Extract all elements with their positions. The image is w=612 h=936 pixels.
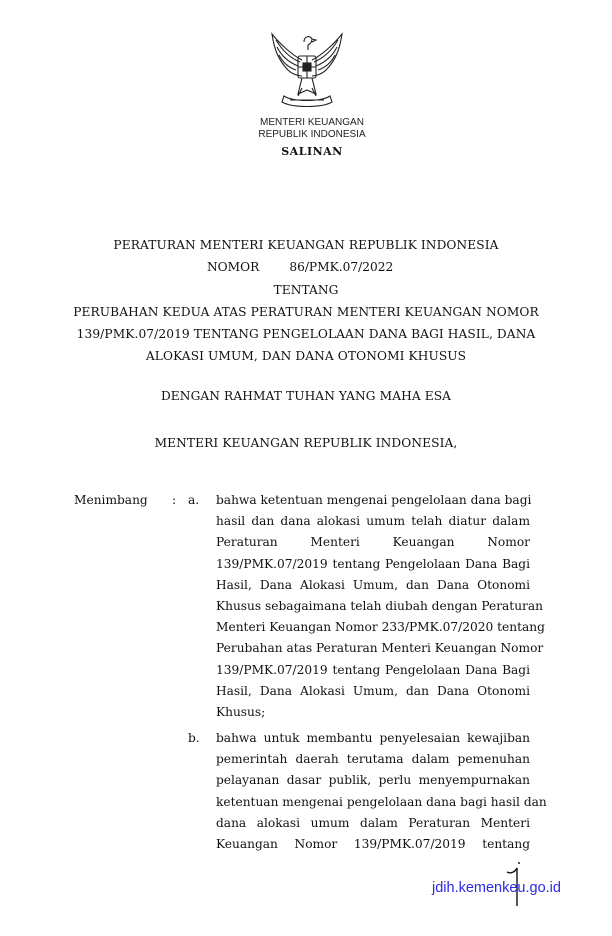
copy-stamp: SALINAN — [281, 145, 343, 158]
garuda-emblem-icon — [262, 30, 352, 115]
text-line: ketentuan mengenai pengelolaan dana bagi hasil dan — [216, 794, 547, 809]
text-line: hasil dan dana alokasi umum telah diatur dalam — [216, 514, 530, 529]
regulation-title: PERATURAN MENTERI KEUANGAN REPUBLIK INDONESIA — [113, 238, 499, 252]
text-line: Khusus sebagaimana telah diubah dengan Peraturan — [216, 598, 543, 613]
nomor-value: 86/PMK.07/2022 — [289, 260, 394, 274]
text-line: Menteri Keuangan Nomor 233/PMK.07/2020 tentang — [216, 620, 545, 635]
watermark-link[interactable]: jdih.kemenkeu.go.id — [432, 880, 561, 896]
text-line: Khusus; — [216, 704, 266, 719]
text-line: pelayanan dasar publik, perlu menyempurnakan — [216, 773, 530, 788]
country-name: REPUBLIK INDONESIA — [258, 129, 366, 140]
section-label-menimbang: Menimbang — [74, 493, 148, 507]
item-a-paragraph — [216, 490, 545, 723]
text-line: Hasil, Dana Alokasi Umum, dan Dana Otonomi — [216, 577, 530, 592]
subject-line-2: 139/PMK.07/2019 TENTANG PENGELOLAAN DANA BAGI HASIL, DANA — [76, 327, 536, 341]
tentang-heading: TENTANG — [273, 283, 339, 297]
text-line: bahwa ketentuan mengenai pengelolaan dana bagi — [216, 493, 532, 507]
nomor-label: NOMOR — [207, 260, 260, 274]
text-line: 139/PMK.07/2019 tentang Pengelolaan Dana Bagi — [216, 662, 530, 677]
subject-line-1: PERUBAHAN KEDUA ATAS PERATURAN MENTERI KEUANGAN NOMOR — [73, 305, 539, 319]
item-letter-b: b. — [188, 731, 200, 745]
text-line: bahwa untuk membantu penyelesaian kewajiban — [216, 731, 530, 745]
text-line: Perubahan atas Peraturan Menteri Keuangan Nomor — [216, 641, 544, 656]
invocation: DENGAN RAHMAT TUHAN YANG MAHA ESA — [160, 389, 452, 403]
item-b-paragraph — [216, 728, 547, 855]
text-line: dana alokasi umum dalam Peraturan Menteri — [216, 815, 530, 830]
item-letter-a: a. — [188, 493, 200, 507]
text-line: pemerintah daerah terutama dalam pemenuhan — [216, 752, 530, 767]
text-line: Keuangan Nomor 139/PMK.07/2019 tentang — [216, 836, 530, 851]
text-line: 139/PMK.07/2019 tentang Pengelolaan Dana Bagi — [216, 556, 530, 571]
text-line: Hasil, Dana Alokasi Umum, dan Dana Otonomi — [216, 683, 530, 698]
text-line: Peraturan Menteri Keuangan Nomor — [216, 535, 530, 550]
regulation-number — [207, 260, 393, 274]
section-colon: : — [172, 493, 177, 507]
subject-line-3: ALOKASI UMUM, DAN DANA OTONOMI KHUSUS — [145, 349, 467, 363]
ministry-name: MENTERI KEUANGAN — [260, 117, 364, 128]
authority-line: MENTERI KEUANGAN REPUBLIK INDONESIA, — [154, 436, 458, 450]
